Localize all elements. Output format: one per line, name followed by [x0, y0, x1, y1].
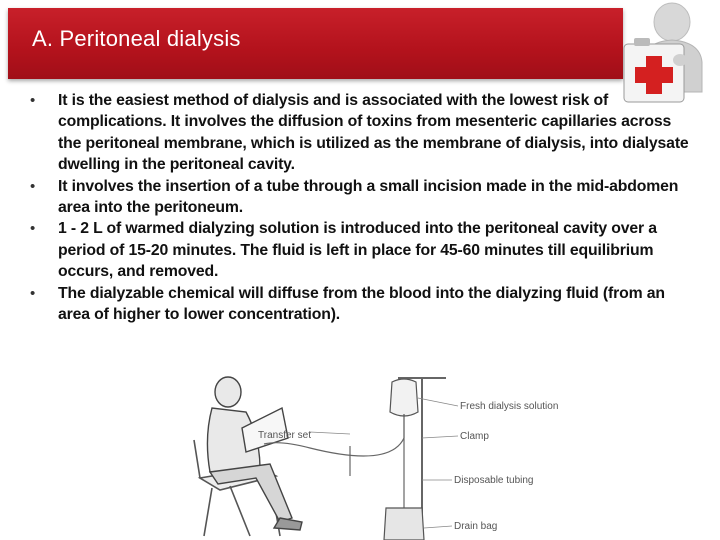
bullet-item	[30, 283, 694, 326]
dialysis-tubing	[264, 438, 404, 508]
bullet-item	[30, 218, 694, 282]
bullet-marker: •	[30, 177, 36, 195]
label-tubing: Disposable tubing	[454, 475, 534, 486]
bullet-item	[30, 176, 694, 219]
title-bar	[8, 8, 623, 79]
bullet-item	[30, 90, 694, 176]
bullet-marker: •	[30, 284, 36, 302]
bullet-text: It involves the insertion of a tube through a small incision made in the mid-abdomen area into the peritoneum.	[58, 177, 679, 217]
patient-figure	[207, 377, 302, 530]
solution-bag	[390, 379, 418, 438]
label-drain-bag: Drain bag	[454, 521, 498, 532]
peritoneal-dialysis-illustration	[190, 368, 590, 540]
label-transfer-set: Transfer set	[258, 430, 311, 441]
drain-bag	[384, 508, 424, 540]
bullet-text: 1 - 2 L of warmed dialyzing solution is introduced into the peritoneal cavity over a period of 15-20 minutes. The fluid is left in place for 45-60 minutes till equilibrium occurs, and removed.	[58, 220, 657, 281]
bullet-marker: •	[30, 220, 36, 238]
bullet-text: The dialyzable chemical will diffuse from the blood into the dialyzing fluid (from an area of higher to lower concentration).	[58, 284, 665, 324]
bullet-text: It is the easiest method of dialysis and is associated with the lowest risk of complications. It involves the diffusion of toxins from mesenteric capillaries across the peritoneal membrane, which is utilized as the membrane of dialysis, into dialysate dwelling in the peritoneal cavity.	[58, 92, 689, 174]
label-leaders	[310, 398, 458, 528]
bullet-list	[30, 90, 694, 325]
label-fresh-solution: Fresh dialysis solution	[460, 401, 559, 412]
slide-title: A. Peritoneal dialysis	[32, 26, 241, 51]
bullet-marker: •	[30, 92, 36, 109]
label-clamp: Clamp	[460, 431, 489, 442]
